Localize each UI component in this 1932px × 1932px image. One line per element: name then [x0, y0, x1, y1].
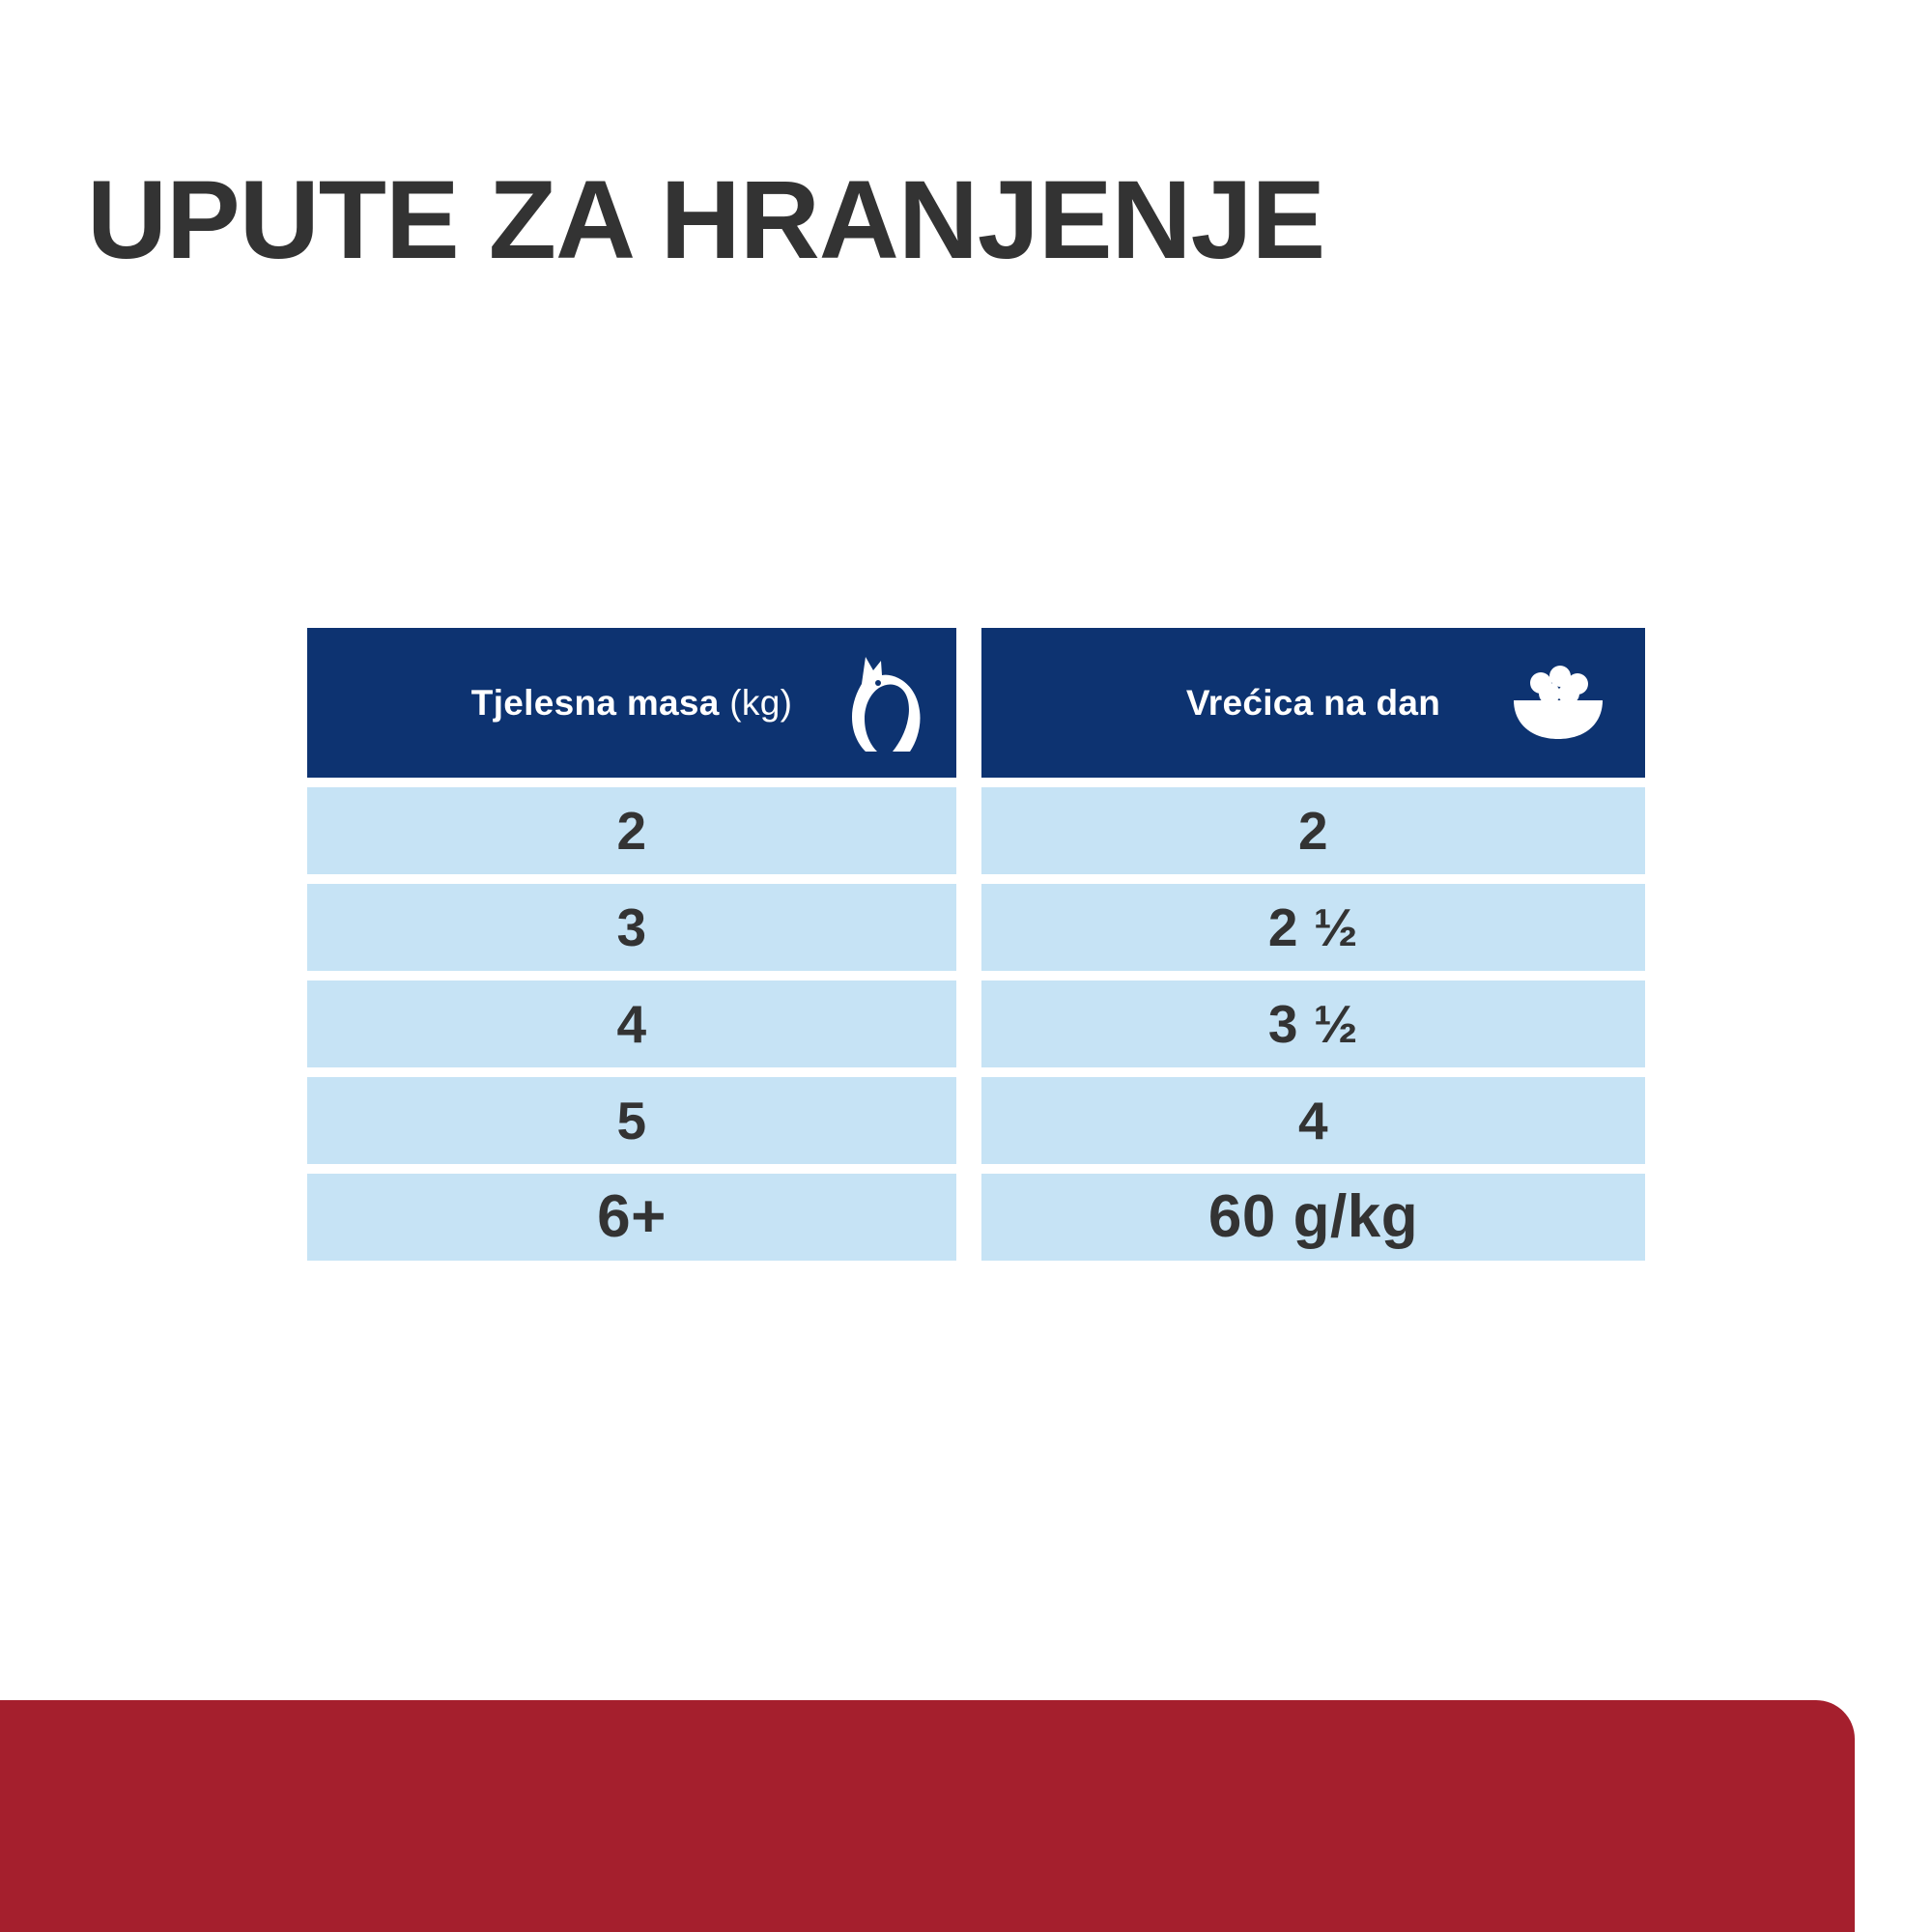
portion-header-label: Vrećica na dan — [1185, 682, 1441, 723]
table-cell-portion — [981, 884, 1645, 971]
weight-header-text: Tjelesna masa — [470, 682, 720, 723]
portion-value: 4 — [1297, 1090, 1329, 1151]
table-row — [307, 980, 1645, 1067]
table-cell-portion — [981, 1174, 1645, 1261]
table-header-cell-weight — [307, 628, 956, 778]
portion-value: 3 ½ — [1267, 993, 1359, 1054]
table-cell-portion — [981, 980, 1645, 1067]
table-cell-weight — [307, 1077, 956, 1164]
table-cell-portion — [981, 787, 1645, 874]
table-cell-weight — [307, 787, 956, 874]
weight-header-label — [471, 683, 792, 724]
table-row — [307, 1077, 1645, 1164]
bottom-color-band — [0, 1700, 1855, 1932]
table-cell-weight — [307, 884, 956, 971]
portion-value: 2 — [1297, 800, 1329, 861]
food-bowl-icon — [1506, 664, 1610, 743]
weight-value: 6+ — [597, 1183, 667, 1250]
table-cell-portion — [981, 1077, 1645, 1164]
table-row — [307, 1174, 1645, 1261]
page-title: UPUTE ZA HRANJENJE — [87, 158, 1325, 282]
portion-value: 2 ½ — [1267, 896, 1359, 957]
weight-header-unit: (kg) — [729, 682, 793, 723]
table-row — [307, 787, 1645, 874]
cat-icon — [838, 651, 922, 755]
feeding-guide-table — [307, 628, 1645, 1261]
weight-value: 5 — [616, 1090, 647, 1151]
table-row — [307, 884, 1645, 971]
portion-value: 60 g/kg — [1208, 1183, 1419, 1250]
table-header-cell-portion — [981, 628, 1645, 778]
weight-value: 2 — [616, 800, 647, 861]
weight-value: 3 — [616, 896, 647, 957]
table-cell-weight — [307, 1174, 956, 1261]
weight-value: 4 — [616, 993, 647, 1054]
table-header-row — [307, 628, 1645, 778]
table-cell-weight — [307, 980, 956, 1067]
